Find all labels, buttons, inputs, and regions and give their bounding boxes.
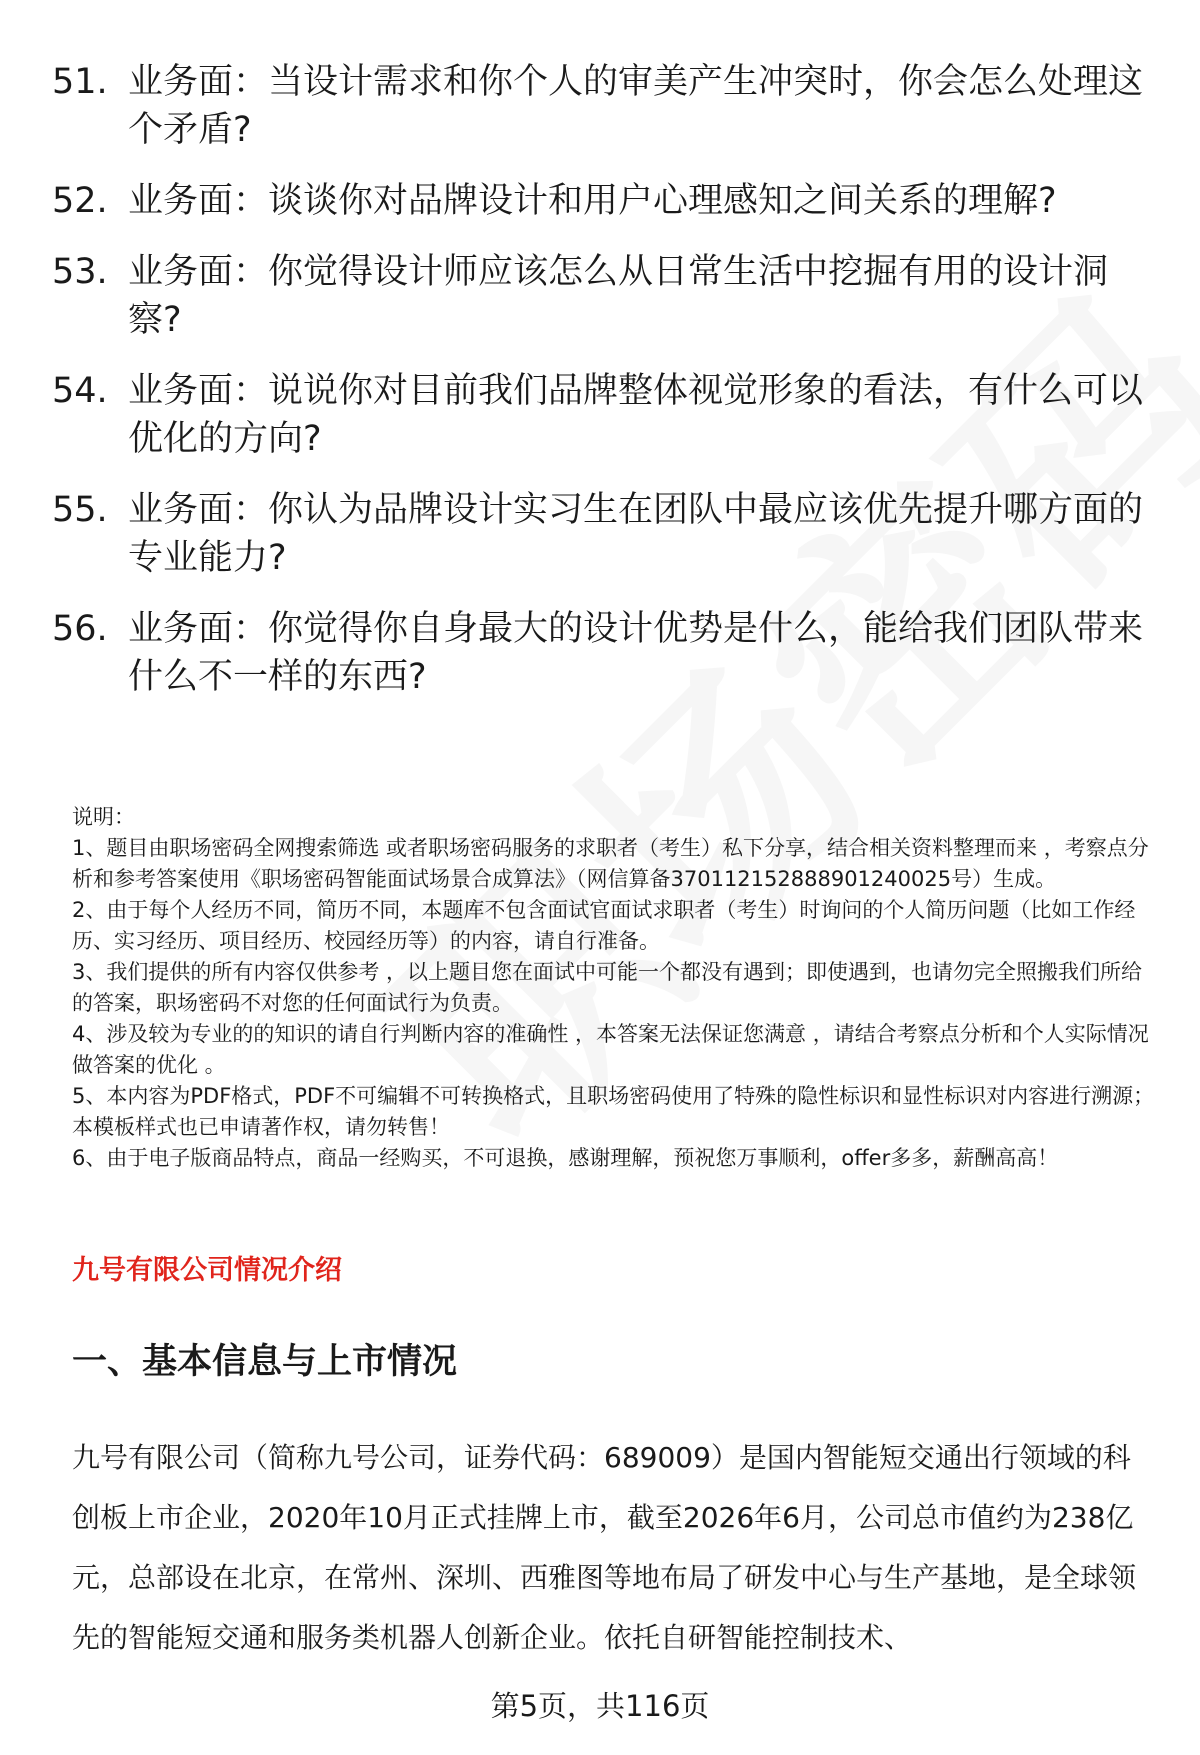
note-item: 6、由于电子版商品特点，商品一经购买，不可退换，感谢理解，预祝您万事顺利，offer多多，薪酬高高！ (72, 1146, 1059, 1170)
question-number: 55. (52, 490, 108, 530)
question-list (52, 58, 1152, 724)
question-text: 业务面：你觉得设计师应该怎么从日常生活中挖掘有用的设计洞察? (128, 252, 1109, 340)
question-text: 业务面：你认为品牌设计实习生在团队中最应该优先提升哪方面的专业能力? (128, 490, 1144, 578)
question-text: 业务面：当设计需求和你个人的审美产生冲突时，你会怎么处理这个矛盾? (128, 62, 1144, 150)
note-item: 2、由于每个人经历不同，简历不同，本题库不包含面试官面试求职者（考生）时询问的个人简历问题（比如工作经历、实习经历、项目经历、校园经历等）的内容，请自行准备。 (72, 898, 1136, 953)
question-number: 51. (52, 62, 108, 102)
question-number: 54. (52, 371, 108, 411)
note-item: 5、本内容为PDF格式，PDF不可编辑不可转换格式，且职场密码使用了特殊的隐性标识和显性标识对内容进行溯源；本模板样式也已申请著作权，请勿转售！ (72, 1084, 1155, 1139)
page-footer: 第5页，共116页 (490, 1689, 710, 1723)
question-item (52, 367, 1152, 463)
question-text: 业务面：你觉得你自身最大的设计优势是什么，能给我们团队带来什么不一样的东西? (128, 609, 1144, 697)
body-paragraph: 九号有限公司（简称九号公司，证券代码：689009）是国内智能短交通出行领域的科创板上市企业，2020年10月正式挂牌上市，截至2026年6月，公司总市值约为238亿元，总部设在北京，在常州、深圳、西雅图等地布局了研发中心与生产基地，是全球领先的智能短交通和服务类机器人创新企业。依托自研智能控制技术、 (72, 1441, 1137, 1654)
notes-section (72, 802, 1162, 1174)
section-heading: 一、基本信息与上市情况 (72, 1342, 458, 1382)
notes-title: 说明： (72, 805, 135, 829)
note-item: 1、题目由职场密码全网搜索筛选 或者职场密码服务的求职者（考生）私下分享，结合相关资料整理而来 ，考察点分析和参考答案使用《职场密码智能面试场景合成算法》（网信算备370112152888901240025号）生成。 (72, 836, 1149, 891)
question-item (52, 486, 1152, 582)
question-number: 56. (52, 609, 108, 649)
question-number: 53. (52, 252, 108, 292)
question-text: 业务面：谈谈你对品牌设计和用户心理感知之间关系的理解? (128, 181, 1057, 221)
question-number: 52. (52, 181, 108, 221)
question-item (52, 177, 1152, 225)
question-text: 业务面：说说你对目前我们品牌整体视觉形象的看法，有什么可以优化的方向? (128, 371, 1144, 459)
note-item: 4、涉及较为专业的的知识的请自行判断内容的准确性 ，本答案无法保证您满意 ，请结合考察点分析和个人实际情况做答案的优化 。 (72, 1022, 1149, 1077)
question-item (52, 248, 1152, 344)
question-item (52, 58, 1152, 154)
company-title: 九号有限公司情况介绍 (72, 1255, 342, 1286)
note-item: 3、我们提供的所有内容仅供参考 ，以上题目您在面试中可能一个都没有遇到；即使遇到，也请勿完全照搬我们所给的答案，职场密码不对您的任何面试行为负责。 (72, 960, 1143, 1015)
question-item (52, 605, 1152, 701)
